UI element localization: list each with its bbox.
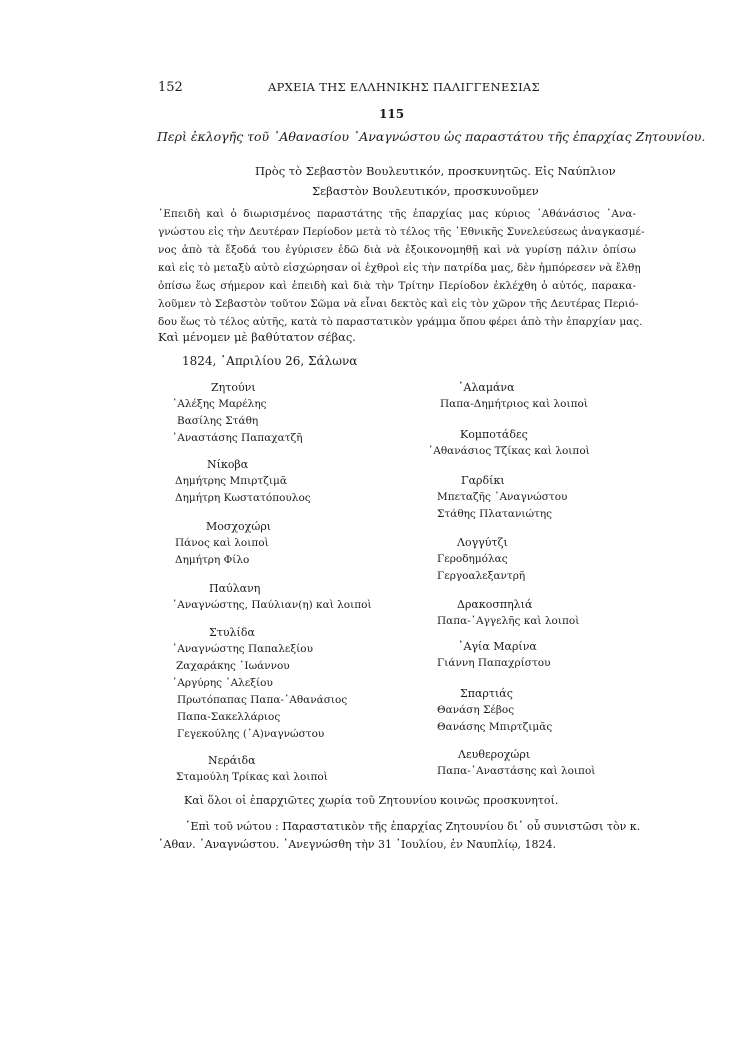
signature-place: Σπαρτιάς xyxy=(460,687,513,700)
signature-name: Σταμούλη Τρίκας καὶ λοιποὶ xyxy=(176,771,328,783)
signature-name: Παπα-᾿Αναστάσης καὶ λοιποὶ xyxy=(437,765,596,777)
signature-name: Παπα-᾿Αγγελῆς καὶ λοιποὶ xyxy=(437,615,580,627)
signature-name: Γεροδημόλας xyxy=(437,553,508,565)
body-line: λοῦμεν τὸ Σεβαστὸν τοῦτον Σῶμα νὰ εἶναι δεκτὸς καὶ εἰς τὸν χῶρον τῆς Δευτέρας Περιό- xyxy=(158,298,639,310)
date-line: 1824, ᾿Απριλίου 26, Σάλωνα xyxy=(182,354,358,368)
signature-place: ᾿Αλαμάνα xyxy=(458,381,515,394)
verso-note: ᾿Αθαν. ᾿Αναγνώστου. ᾿Ανεγνώσθη τὴν 31 ᾿Ιουλίου, ἐν Ναυπλίῳ, 1824. xyxy=(158,838,557,851)
signature-name: ᾿Αθανάσιος Τζίκας καὶ λοιποὶ xyxy=(428,445,590,457)
body-line: δου ἕως τὸ τέλος αὐτῆς, κατὰ τὸ παραστατικὸν γράμμα ὅπου φέρει ἀπὸ τὴν ἐπαρχίαν μας. xyxy=(158,316,643,328)
signature-place: Παύλανη xyxy=(209,582,261,595)
signature-name: ᾿Αλέξης Μαρέλης xyxy=(172,398,267,410)
signature-place: Λευθεροχώρι xyxy=(458,748,531,761)
address-line-2: Σεβαστὸν Βουλευτικόν, προσκυνοῦμεν xyxy=(312,184,539,198)
document-title: Περὶ ἐκλογῆς τοῦ ᾿Αθανασίου ᾿Αναγνώστου ὡς παραστάτου τῆς ἐπαρχίας Ζητουνίου. xyxy=(157,129,706,144)
signature-name: Δημήτρη Φίλο xyxy=(175,554,250,566)
signature-name: Παπα-Δημήτριος καὶ λοιποὶ xyxy=(440,398,588,410)
body-line: καὶ εἰς τὸ μεταξὺ αὐτὸ εἰσχώρησαν οἱ ἐχθροὶ εἰς τὴν πατρίδα μας, δὲν ἠμπόρεσεν νὰ ἔλθῃ xyxy=(158,262,641,274)
body-line: ὀπίσω ἕως σήμερον καὶ ἐπειδὴ καὶ διὰ τὴν Τρίτην Περίοδον ἐκλέχθη ὁ αὐτός, παρακα- xyxy=(158,280,636,292)
signature-place: Νίκοβα xyxy=(207,458,249,471)
signature-name: ᾿Αναστάσης Παπαχατζῆ xyxy=(172,432,303,444)
final-line: Καὶ ὅλοι οἱ ἐπαρχιῶτες χωρία τοῦ Ζητουνίου κοινῶς προσκυνητοί. xyxy=(184,794,559,807)
closing-line: Καὶ μένομεν μὲ βαθύτατον σέβας. xyxy=(158,330,356,344)
signature-place: Νεράιδα xyxy=(208,754,256,767)
signature-name: ᾿Αργύρης ᾿Αλεξίου xyxy=(172,677,273,689)
verso-note: ᾿Επὶ τοῦ νώτου : Παραστατικὸν τῆς ἐπαρχίας Ζητουνίου δι᾿ οὗ συνιστῶσι τὸν κ. xyxy=(185,820,641,833)
signature-name: Ζαχαράκης ᾿Ιωάννου xyxy=(176,660,290,672)
signature-place: Κομποτάδες xyxy=(460,428,528,441)
signature-place: ῾Αγία Μαρίνα xyxy=(458,640,537,653)
signature-place: Γαρδίκι xyxy=(461,474,505,487)
signature-name: Δημήτρη Κωστατόπουλος xyxy=(175,492,311,504)
signature-name: Πάνος καὶ λοιποὶ xyxy=(175,537,269,549)
signature-name: Γεγεκούλης (᾿Α)ναγνώστου xyxy=(177,728,325,740)
signature-name: Μπεταζῆς ᾿Αναγνώστου xyxy=(437,491,568,503)
signature-name: Γεργοαλεξαντρῆ xyxy=(437,570,526,582)
signature-place: Ζητούνι xyxy=(211,381,256,394)
body-line: νος ἀπὸ τὰ ἔξοδά του ἐγύρισεν ἐδῶ διὰ νὰ ἐξοικονομηθῇ καὶ νὰ γυρίσῃ πάλιν ὀπίσω xyxy=(158,244,636,256)
signature-name: Βασίλης Στάθη xyxy=(177,415,259,427)
signature-name: Θανάσης Μπιρτζιμᾶς xyxy=(437,721,553,733)
signature-place: Δρακοσπηλιά xyxy=(457,598,533,611)
signature-name: Στάθης Πλατανιώτης xyxy=(437,508,552,520)
running-header: ΑΡΧΕΙΑ ΤΗΣ ΕΛΛΗΝΙΚΗΣ ΠΑΛΙΓΓΕΝΕΣΙΑΣ xyxy=(268,80,540,94)
signature-name: ᾿Αναγνώστης Παπαλεξίου xyxy=(172,643,313,655)
signature-place: Μοσχοχώρι xyxy=(206,520,272,533)
document-number: 115 xyxy=(379,107,405,121)
signature-name: Γιάννη Παπαχρίστου xyxy=(437,657,551,669)
address-line-1: Πρὸς τὸ Σεβαστὸν Βουλευτικόν, προσκυνητῶς. Εἰς Ναύπλιον xyxy=(255,164,616,178)
signature-place: Λογγύτζι xyxy=(457,536,508,549)
signature-name: ᾿Αναγνώστης, Παύλιαν(η) καὶ λοιποὶ xyxy=(172,599,372,611)
body-line: γνώστου εἰς τὴν Δευτέραν Περίοδον μετὰ τὸ τέλος τῆς ᾿Εθνικῆς Συνελεύσεως ἀναγκασμέ- xyxy=(158,226,645,238)
signature-place: Στυλίδα xyxy=(209,626,255,639)
signature-name: Πρωτόπαπας Παπα-᾿Αθανάσιος xyxy=(177,694,348,706)
signature-name: Θανάση Σέβος xyxy=(437,704,515,716)
page-number: 152 xyxy=(158,80,183,95)
signature-name: Παπα-Σακελλάριος xyxy=(177,711,281,723)
body-line: ᾿Επειδὴ καὶ ὁ διωρισμένος παραστάτης τῆς ἐπαρχίας μας κύριος ᾿Αθάνάσιος ᾿Ανα- xyxy=(158,208,636,220)
signature-name: Δημήτρης Μπιρτζιμᾶ xyxy=(175,475,287,487)
